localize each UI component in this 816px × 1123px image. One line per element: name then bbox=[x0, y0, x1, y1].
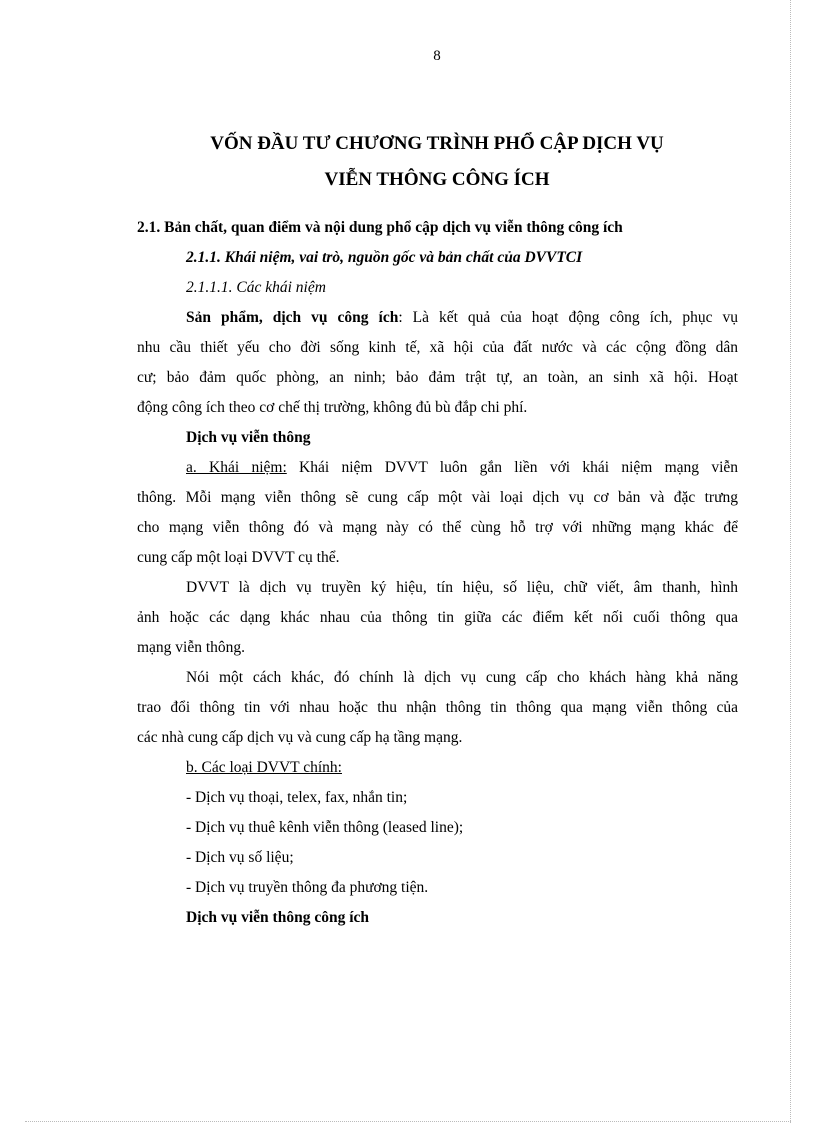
dvvtci-heading: Dịch vụ viễn thông công ích bbox=[186, 909, 370, 926]
list-item: - Dịch vụ thoại, telex, fax, nhắn tin; bbox=[186, 789, 408, 806]
paragraph-line: thông. Mỗi mạng viễn thông sẽ cung cấp một vài loại dịch vụ cơ bản và đặc trưng bbox=[137, 489, 738, 506]
page-bottom-border bbox=[25, 1121, 791, 1122]
paragraph-text: : Là kết quả của hoạt động công ích, phục vụ bbox=[398, 309, 738, 326]
list-item: - Dịch vụ thuê kênh viễn thông (leased line); bbox=[186, 819, 464, 836]
concept-label: a. Khái niệm: bbox=[186, 459, 287, 476]
types-label: b. Các loại DVVT chính: bbox=[186, 759, 342, 776]
paragraph-text: Khái niệm DVVT luôn gắn liền với khái niệm mạng viễn bbox=[286, 459, 739, 476]
page-number: 8 bbox=[433, 48, 441, 64]
subsection-heading: 2.1.1. Khái niệm, vai trò, nguồn gốc và bản chất của DVVTCI bbox=[186, 249, 583, 266]
paragraph-line: cư; bảo đảm quốc phòng, an ninh; bảo đảm trật tự, an toàn, an sinh xã hội. Hoạt bbox=[137, 369, 738, 386]
list-item: - Dịch vụ số liệu; bbox=[186, 849, 294, 866]
paragraph-line: ảnh hoặc các dạng khác nhau của thông tin giữa các điểm kết nối cuối thông qua bbox=[137, 609, 738, 626]
chapter-title-line-1: VỐN ĐẦU TƯ CHƯƠNG TRÌNH PHỔ CẬP DỊCH VỤ bbox=[210, 133, 664, 154]
paragraph-line: Nói một cách khác, đó chính là dịch vụ cung cấp cho khách hàng khả năng bbox=[186, 669, 738, 686]
chapter-title-line-2: VIỄN THÔNG CÔNG ÍCH bbox=[324, 169, 550, 190]
page-right-border bbox=[790, 0, 791, 1123]
paragraph-line: nhu cầu thiết yếu cho đời sống kinh tế, xã hội của đất nước và các cộng đồng dân bbox=[137, 339, 738, 356]
paragraph-line: các nhà cung cấp dịch vụ và cung cấp hạ tầng mạng. bbox=[137, 729, 463, 746]
paragraph-line: DVVT là dịch vụ truyền ký hiệu, tín hiệu, số liệu, chữ viết, âm thanh, hình bbox=[186, 579, 738, 596]
paragraph-line: cung cấp một loại DVVT cụ thể. bbox=[137, 549, 340, 566]
paragraph-line: mạng viễn thông. bbox=[137, 639, 246, 656]
paragraph-line bbox=[186, 458, 738, 478]
paragraph-line bbox=[186, 308, 738, 328]
term-label: Sản phẩm, dịch vụ công ích bbox=[186, 309, 399, 326]
section-heading: 2.1. Bản chất, quan điểm và nội dung phổ cập dịch vụ viễn thông công ích bbox=[137, 219, 623, 236]
paragraph-line: cho mạng viễn thông đó và mạng này có thể cùng hỗ trợ với những mạng khác để bbox=[137, 519, 738, 536]
paragraph-line: trao đổi thông tin với nhau hoặc thu nhận thông tin thông qua mạng viễn thông của bbox=[137, 699, 738, 716]
dvvt-heading: Dịch vụ viễn thông bbox=[186, 429, 311, 446]
paragraph-line: động công ích theo cơ chế thị trường, không đủ bù đắp chi phí. bbox=[137, 399, 528, 416]
list-item: - Dịch vụ truyền thông đa phương tiện. bbox=[186, 879, 429, 896]
subsubsection-heading: 2.1.1.1. Các khái niệm bbox=[186, 279, 326, 296]
